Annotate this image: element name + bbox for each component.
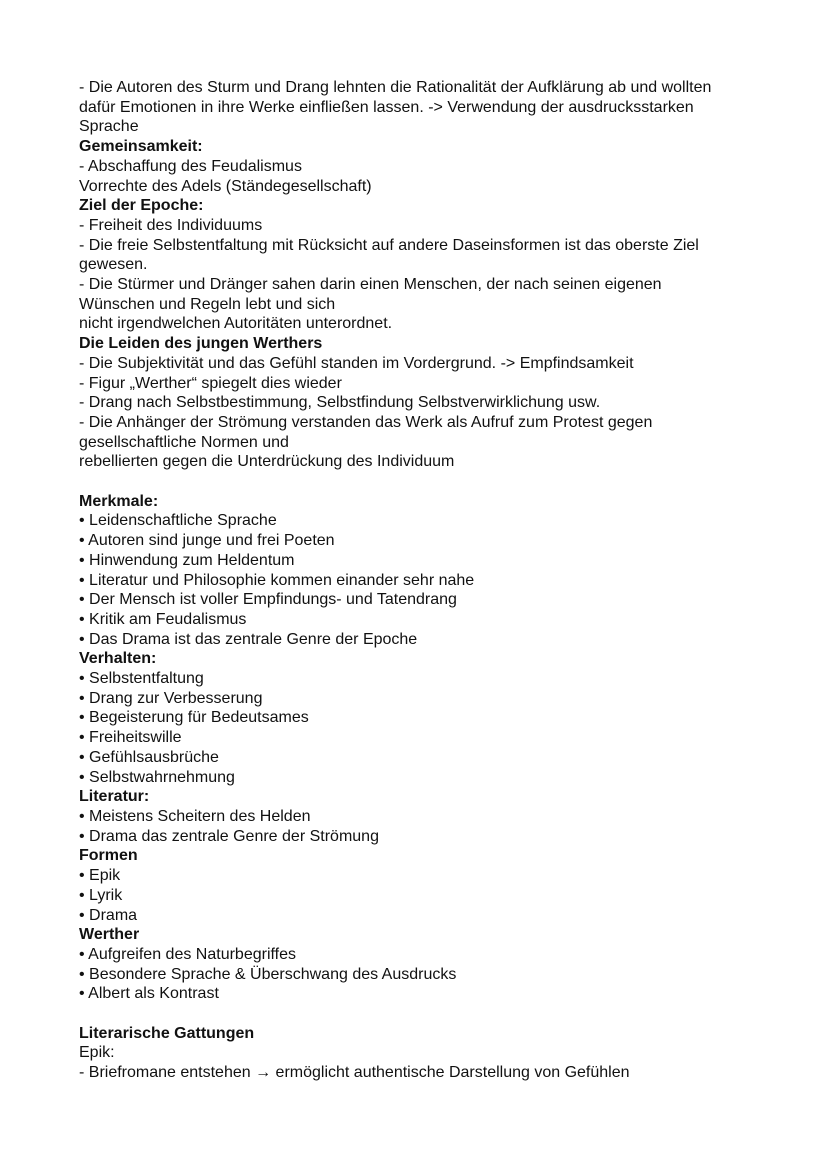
bullet-item: • Selbstentfaltung — [79, 670, 204, 688]
bullet-item: • Der Mensch ist voller Empfindungs- und Tatendrang — [79, 591, 457, 609]
bullet-item: • Drang zur Verbesserung — [79, 689, 263, 707]
bullet-item: • Kritik am Feudalismus — [79, 610, 247, 628]
text-line: - Die Anhänger der Strömung verstanden das Werk als Aufruf zum Protest gegen — [79, 413, 653, 431]
bullet-item: • Lyrik — [79, 886, 123, 904]
text-line: rebellierten gegen die Unterdrückung des Individuum — [79, 453, 455, 471]
blank-line — [79, 472, 799, 492]
section-heading-gattungen: Literarische Gattungen — [79, 1024, 255, 1042]
text-line: - Freiheit des Individuums — [79, 216, 263, 234]
text-line: Epik: — [79, 1044, 115, 1062]
section-heading-ziel: Ziel der Epoche: — [79, 197, 204, 215]
section-heading-formen: Formen — [79, 847, 138, 865]
bullet-item: • Das Drama ist das zentrale Genre der Epoche — [79, 630, 418, 648]
bullet-item: • Meistens Scheitern des Helden — [79, 808, 311, 825]
bullet-item: • Drama das zentrale Genre der Strömung — [79, 827, 379, 845]
section-heading-verhalten: Verhalten: — [79, 650, 157, 668]
bullet-item: • Begeisterung für Bedeutsames — [79, 709, 309, 727]
text-line: - Abschaffung des Feudalismus — [79, 157, 302, 175]
text-line: - Briefromane entstehen → ermöglicht authentische Darstellung von Gefühlen — [79, 1064, 630, 1082]
section-heading-merkmale: Merkmale: — [79, 492, 159, 510]
bullet-item: • Drama — [79, 906, 138, 924]
text-line: dafür Emotionen in ihre Werke einfließen lassen. -> Verwendung der ausdrucksstarken — [79, 98, 694, 116]
bullet-item: • Albert als Kontrast — [79, 985, 219, 1003]
text-line: nicht irgendwelchen Autoritäten unterordnet. — [79, 315, 393, 333]
bullet-item: • Aufgreifen des Naturbegriffes — [79, 945, 296, 963]
text-line: - Die Stürmer und Dränger sahen darin einen Menschen, der nach seinen eigenen — [79, 276, 662, 294]
bullet-item: • Leidenschaftliche Sprache — [79, 512, 277, 530]
document-body — [79, 78, 799, 1083]
text-line: gewesen. — [79, 256, 148, 274]
bullet-item: • Freiheitswille — [79, 729, 182, 747]
text-line: - Figur „Werther“ spiegelt dies wieder — [79, 374, 342, 392]
bullet-item: • Gefühlsausbrüche — [79, 748, 219, 766]
section-heading-werther: Werther — [79, 926, 140, 944]
text-line: - Die Autoren des Sturm und Drang lehnten die Rationalität der Aufklärung ab und wollten — [79, 79, 712, 96]
section-heading-leiden-werthers: Die Leiden des jungen Werthers — [79, 335, 323, 353]
bullet-item: • Besondere Sprache & Überschwang des Ausdrucks — [79, 965, 457, 983]
text-line: Sprache — [79, 118, 139, 136]
text-line: - Die Subjektivität und das Gefühl standen im Vordergrund. -> Empfindsamkeit — [79, 354, 634, 372]
text-line: gesellschaftliche Normen und — [79, 433, 289, 451]
bullet-item: • Literatur und Philosophie kommen einander sehr nahe — [79, 571, 475, 589]
text-line: Vorrechte des Adels (Ständegesellschaft) — [79, 177, 372, 195]
bullet-item: • Epik — [79, 867, 121, 885]
bullet-item: • Autoren sind junge und frei Poeten — [79, 532, 335, 550]
bullet-item: • Selbstwahrnehmung — [79, 768, 235, 786]
section-heading-gemeinsamkeit: Gemeinsamkeit: — [79, 138, 203, 156]
text-line: - Drang nach Selbstbestimmung, Selbstfindung Selbstverwirklichung usw. — [79, 394, 601, 412]
section-heading-literatur: Literatur: — [79, 788, 150, 806]
text-line: - Die freie Selbstentfaltung mit Rücksicht auf andere Daseinsformen ist das oberste Ziel — [79, 236, 699, 254]
bullet-item: • Hinwendung zum Heldentum — [79, 551, 295, 569]
text-line: Wünschen und Regeln lebt und sich — [79, 295, 336, 313]
blank-line — [79, 1004, 799, 1024]
